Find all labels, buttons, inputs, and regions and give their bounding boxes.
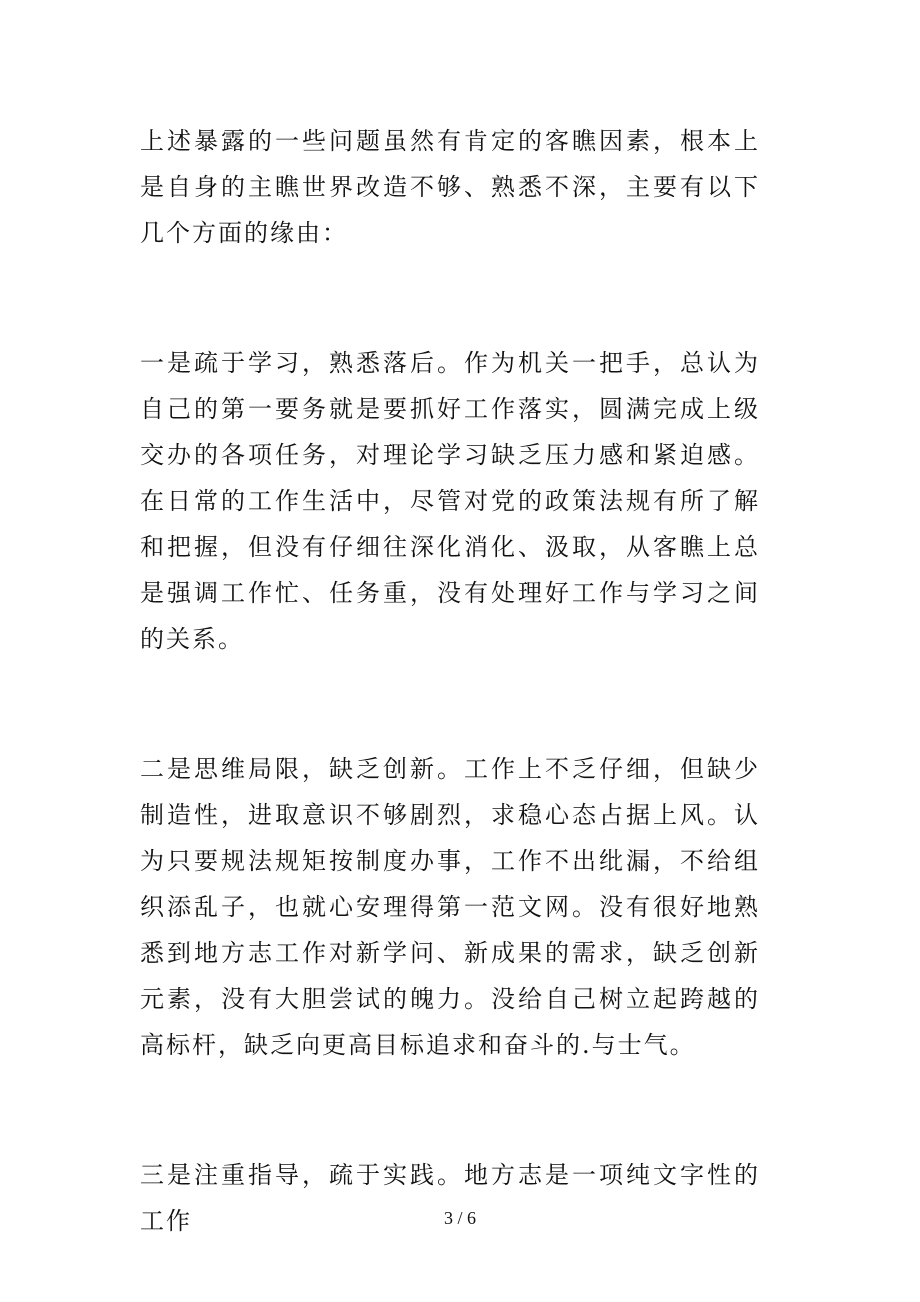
paragraph-practice: 三是注重指导，疏于实践。地方志是一项纯文字性的工作: [140, 1161, 760, 1235]
document-body: [140, 118, 760, 1244]
paragraph-study-lagging: 一是疏于学习，熟悉落后。作为机关一把手，总认为自己的第一要务就是要抓好工作落实，圆满完成上级交办的各项任务，对理论学习缺乏压力感和紧迫感。在日常的工作生活中，尽管对党的政策法规有所了解和把握，但没有仔细往深化消化、汲取，从客瞧上总是强调工作忙、任务重，没有处理好工作与学习之间的关系。: [140, 349, 760, 653]
paragraph-causes-intro: 上述暴露的一些问题虽然有肯定的客瞧因素，根本上是自身的主瞧世界改造不够、熟悉不深，主要有以下几个方面的缘由：: [140, 127, 760, 247]
paragraph-lack-innovation: 二是思维局限，缺乏创新。工作上不乏仔细，但缺少制造性，进取意识不够剧烈，求稳心态占据上风。认为只要规法规矩按制度办事，工作不出纰漏，不给组织添乱子，也就心安理得第一范文网。没有很好地熟悉到地方志工作对新学问、新成果的需求，缺乏创新元素，没有大胆尝试的魄力。没给自己树立起跨越的高标杆，缺乏向更高目标追求和奋斗的.与士气。: [140, 755, 760, 1059]
page-number: 3 / 6: [443, 1208, 476, 1228]
